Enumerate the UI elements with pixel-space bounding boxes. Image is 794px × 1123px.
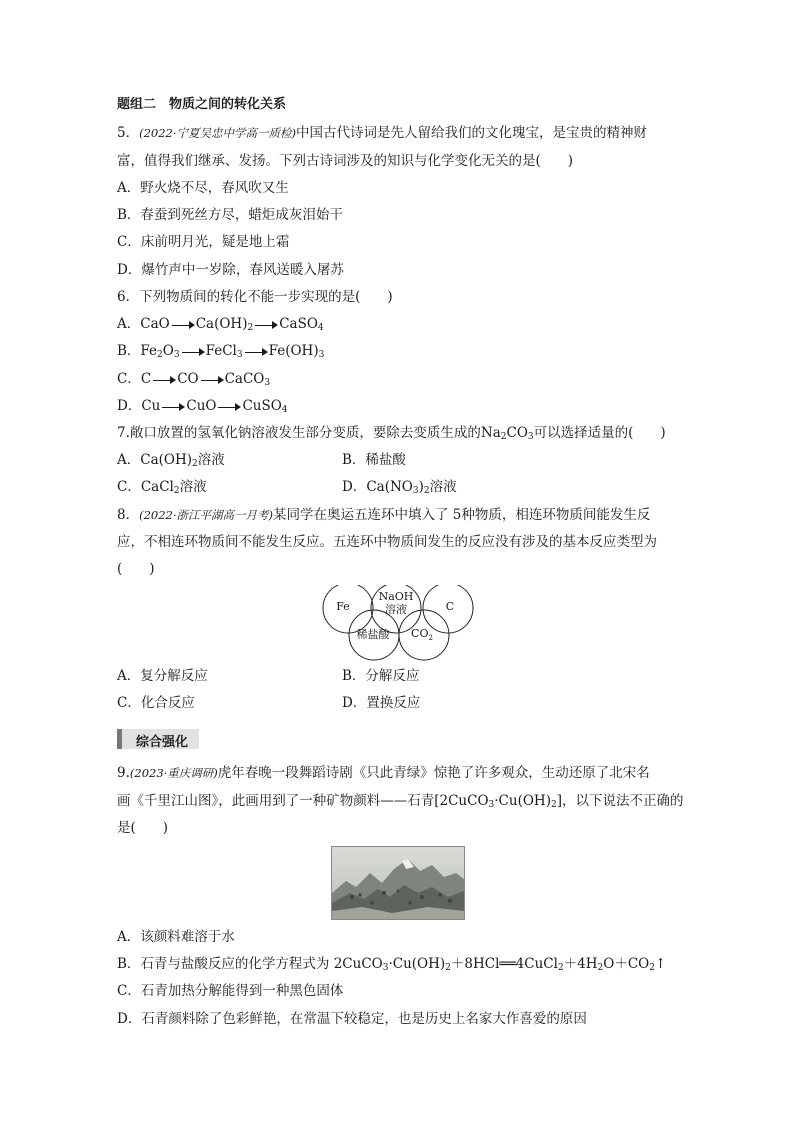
ring-label-solution: 溶液 bbox=[385, 603, 407, 616]
q8-options-row2 bbox=[117, 695, 677, 711]
q8-option-c: C．化合反应 bbox=[117, 695, 195, 711]
q7-option-b: B．稀盐酸 bbox=[342, 452, 406, 468]
q8-options-row1 bbox=[117, 668, 677, 684]
ring-label-c: C bbox=[445, 600, 455, 613]
q7-option-d: D．$Ca(NO_3)_2$溶液 bbox=[342, 479, 457, 496]
arrow-icon bbox=[199, 375, 225, 385]
q5-stem-line1 bbox=[117, 125, 647, 141]
q7-options-row2 bbox=[117, 479, 677, 495]
q5-option-d: D．爆竹声中一岁除，春风送暖入屠苏 bbox=[117, 262, 344, 278]
q7-stem: 7.敞口放置的氢氧化钠溶液发生部分变质，要除去变质生成的$Na_2CO_3$可以选择适量的( ) bbox=[117, 425, 666, 442]
q8-option-a: A．复分解反应 bbox=[117, 668, 208, 684]
q9-option-b: B．石青与盐酸反应的化学方程式为 $2CuCO_3\cdot Cu(OH)_2+8HCl══4CuCl_2+4H_2O+CO_2↑$ bbox=[117, 956, 667, 973]
q6-option-a: A．CaO $Ca(OH)_2$ CaSO$_4$ bbox=[117, 316, 324, 333]
q8-source: (2022·浙江平湖高一月考) bbox=[139, 508, 273, 522]
q8-stem-line3: ( ) bbox=[117, 561, 155, 577]
section2-title: 综合强化 bbox=[136, 735, 189, 750]
arrow-icon bbox=[160, 402, 186, 412]
ring-label-hcl: 稀盐酸 bbox=[356, 628, 390, 641]
olympic-rings-diagram bbox=[320, 585, 480, 665]
q8-option-b: B．分解反应 bbox=[342, 668, 420, 684]
arrow-icon bbox=[170, 320, 196, 330]
q9-stem-line2: 画《千里江山图》，此画用到了一种矿物颜料——石青$[2CuCO_3\cdot Cu(OH)_2]$，以下说法不正确的 bbox=[117, 793, 684, 810]
q5-stem-text1: 中国古代诗词是先人留给我们的文化瑰宝，是宝贵的精神财 bbox=[296, 125, 647, 141]
ring-label-naoh: NaOH bbox=[378, 590, 414, 603]
q9-stem-line3: 是( ) bbox=[117, 820, 169, 836]
arrow-icon bbox=[243, 347, 269, 357]
q5-option-b: B．春蚕到死丝方尽，蜡炬成灰泪始干 bbox=[117, 207, 343, 223]
arrow-icon bbox=[216, 402, 242, 412]
q9-option-a: A．该颜料难溶于水 bbox=[117, 929, 235, 945]
q8-stem-line2: 应，不相连环物质间不能发生反应。五连环中物质间发生的反应没有涉及的基本反应类型为 bbox=[117, 534, 657, 550]
q6-option-d: D．Cu CuO CuSO$_4$ bbox=[117, 398, 288, 415]
ring-label-fe: Fe bbox=[336, 600, 350, 613]
q7-option-a: A．$Ca(OH)_2$溶液 bbox=[117, 452, 225, 469]
q7-options-row1 bbox=[117, 452, 677, 468]
q8-option-d: D．置换反应 bbox=[342, 695, 421, 711]
q9-option-c: C．石青加热分解能得到一种黑色固体 bbox=[117, 983, 344, 999]
q5-number: 5． bbox=[117, 125, 140, 141]
q5-stem-line2: 富，值得我们继承、发扬。下列古诗词涉及的知识与化学变化无关的是( ) bbox=[117, 153, 574, 169]
q6-option-c: C．C CO CaCO$_3$ bbox=[117, 371, 271, 388]
section-tag bbox=[117, 729, 199, 749]
q9-source: (2023·重庆调研) bbox=[129, 766, 218, 780]
ring-label-co2: $CO_2$ bbox=[411, 627, 433, 642]
arrow-icon bbox=[253, 320, 279, 330]
arrow-icon bbox=[151, 375, 177, 385]
q8-stem-line1: 8．(2022·浙江平湖高一月考)某同学在奥运五连环中填入了 5种物质，相连环物质间能发生反 bbox=[117, 507, 651, 523]
q6-option-b: B．$Fe_2O_3$ FeCl$_3$ $Fe(OH)_3$ bbox=[117, 343, 325, 360]
section-title: 题组二 物质之间的转化关系 bbox=[117, 97, 287, 112]
arrow-icon bbox=[180, 347, 206, 357]
q6-stem: 6．下列物质间的转化不能一步实现的是( ) bbox=[117, 289, 393, 305]
q5-option-c: C．床前明月光，疑是地上霜 bbox=[117, 234, 290, 250]
q9-stem-line1: 9.(2023·重庆调研)虎年春晚一段舞蹈诗剧《只此青绿》惊艳了许多观众，生动还原了北宋名 bbox=[117, 765, 650, 781]
q7-option-c: C．CaCl$_2$溶液 bbox=[117, 479, 207, 496]
q5-option-a: A．野火烧不尽，春风吹又生 bbox=[117, 180, 289, 196]
landscape-painting-image bbox=[331, 846, 465, 920]
q5-source: (2022·宁夏吴忠中学高一质检) bbox=[139, 126, 296, 140]
q9-option-d: D．石青颜料除了色彩鲜艳，在常温下较稳定，也是历史上名家大作喜爱的原因 bbox=[117, 1011, 587, 1027]
